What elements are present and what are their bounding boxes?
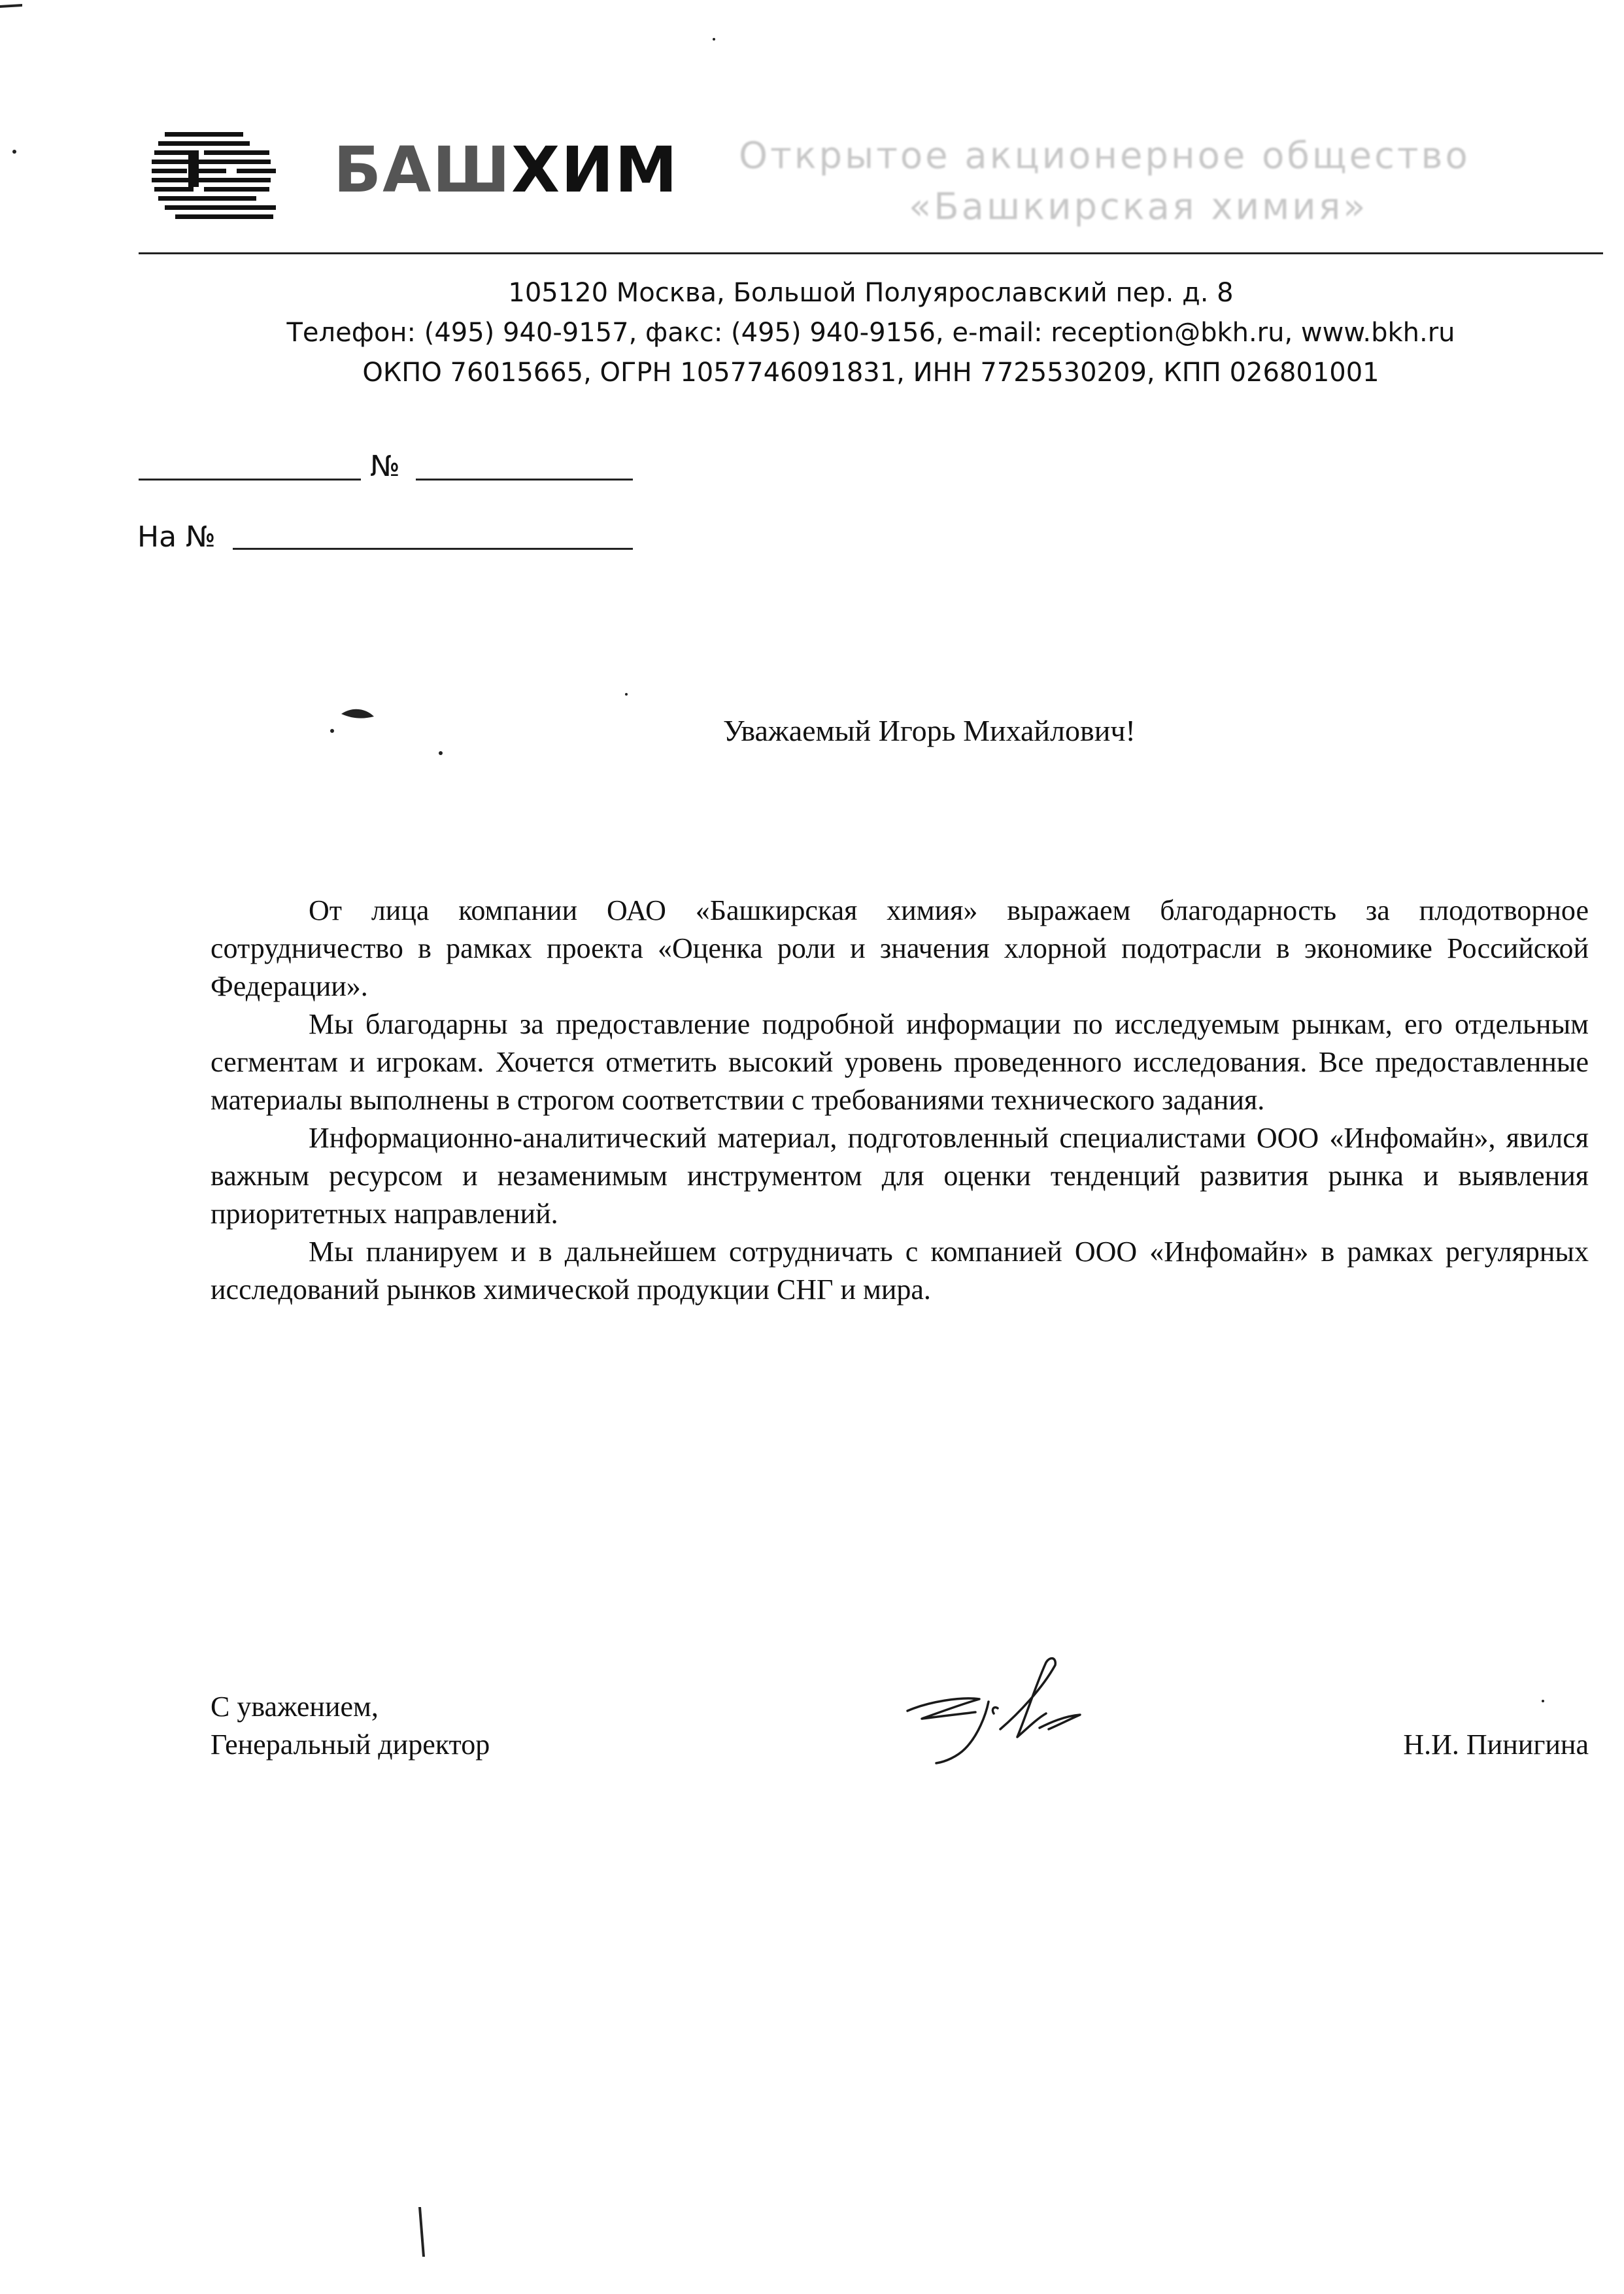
- letter-body: [211, 892, 1589, 1309]
- brand-wordmark-suffix: ХИМ: [511, 133, 679, 207]
- reply-number-line: [233, 548, 633, 550]
- company-phones: Телефон: (495) 940-9157, факс: (495) 940-9156, e-mail: reception@bkh.ru, www.bkh.ru: [286, 318, 1455, 348]
- company-name-line1: Открытое акционерное общество: [739, 135, 1470, 177]
- company-logo-icon: [152, 131, 282, 222]
- outgoing-number-label: №: [370, 450, 400, 483]
- reply-number-label: На №: [137, 520, 216, 554]
- closing-salutation: С уважением,: [211, 1691, 379, 1723]
- company-name-line2: «Башкирская химия»: [909, 186, 1368, 228]
- company-address: 105120 Москва, Большой Полуярославский пер. д. 8: [508, 278, 1234, 308]
- company-full-name: [739, 131, 1608, 233]
- brand-wordmark: [333, 133, 679, 207]
- letterhead-divider: [139, 252, 1603, 254]
- brand-wordmark-prefix: БАШ: [333, 133, 512, 207]
- letterhead-contacts: [139, 273, 1603, 393]
- outgoing-date-line: [139, 479, 361, 481]
- body-paragraph: От лица компании ОАО «Башкирская химия» выражаем благодарность за плодотворное сотрудничество в рамках проекта «Оценка роли и значения хлорной подотрасли в экономике Российской Федерации».: [211, 894, 1589, 1002]
- outgoing-number-line: [416, 479, 633, 481]
- letter-greeting: Уважаемый Игорь Михайлович!: [723, 714, 1136, 747]
- signer-name: Н.И. Пинигина: [1403, 1729, 1589, 1761]
- closing-block: [211, 1688, 490, 1764]
- body-paragraph: Мы благодарны за предоставление подробной информации по исследуемым рынкам, его отдельным сегментам и игрокам. Хочется отметить высокий уровень проведенного исследования. Все предоставленные материалы выполнены в строгом соответствии с требованиями технического задания.: [211, 1008, 1589, 1116]
- body-paragraph: Мы планируем и в дальнейшем сотрудничать с компанией ООО «Инфомайн» в рамках регулярных исследований рынков химической продукции СНГ и мира.: [211, 1236, 1589, 1306]
- handwritten-signature: [902, 1651, 1098, 1781]
- company-registry: ОКПО 76015665, ОГРН 1057746091831, ИНН 7725530209, КПП 026801001: [362, 358, 1379, 388]
- body-paragraph: Информационно-аналитический материал, подготовленный специалистами ООО «Инфомайн», явился важным ресурсом и незаменимым инструментом для оценки тенденций развития рынка и выявления приоритетных направлений.: [211, 1122, 1589, 1230]
- signer-title: Генеральный директор: [211, 1729, 490, 1761]
